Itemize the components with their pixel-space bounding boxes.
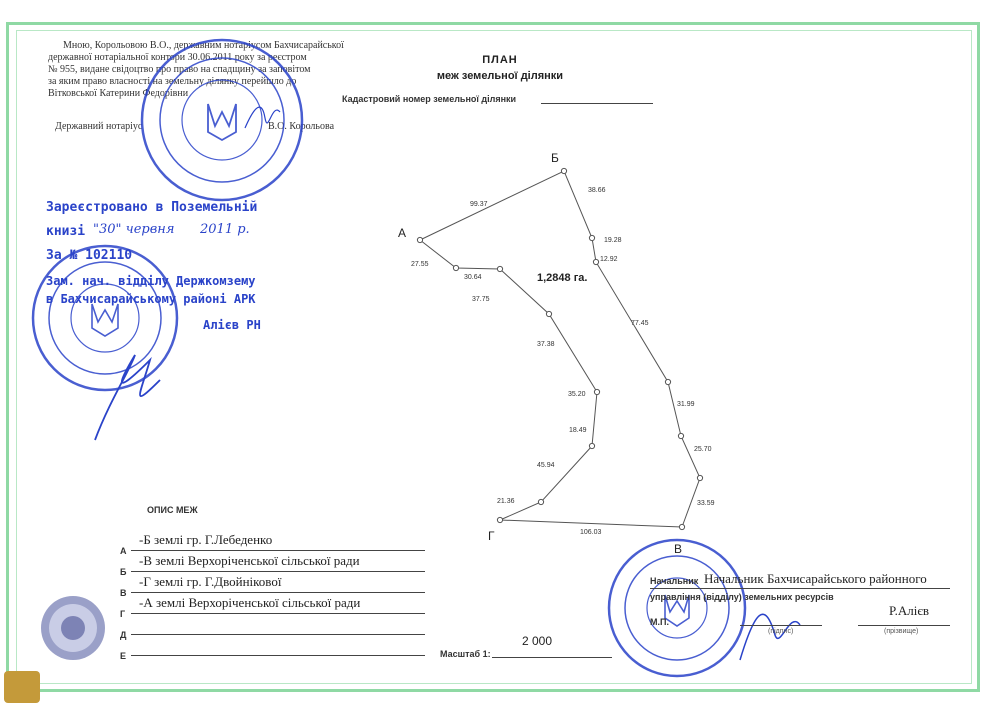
vertex-label-v: В — [674, 542, 683, 556]
boundary-row-letter: Е — [120, 651, 127, 661]
boundary-point — [589, 443, 594, 448]
boundary-row-line — [131, 613, 425, 614]
segment-length: 33.59 — [697, 500, 715, 507]
boundary-row-text: -А землі Верхоріченської сільської ради — [139, 595, 361, 610]
notary-note-line-1: Мною, Корольовою В.О., державним нотаріусом Бахчисарайської — [63, 40, 344, 51]
boundary-description-title: ОПИС МЕЖ — [147, 505, 198, 515]
boundary-row-line — [131, 655, 425, 656]
scale-value: 2 000 — [522, 634, 553, 648]
segment-length: 99.37 — [470, 201, 488, 208]
boundary-row-letter: В — [120, 588, 127, 598]
boundary-point — [593, 259, 598, 264]
official-mp: М.П. — [650, 617, 669, 627]
registration-line-5: в Бахчисарайському районі АРК — [46, 292, 256, 306]
plan-subtitle: меж земельної ділянки — [436, 70, 564, 82]
segment-length: 21.36 — [497, 498, 515, 505]
segment-length: 37.75 — [472, 296, 490, 303]
boundary-row-letter: Б — [120, 567, 127, 577]
boundary-points — [417, 168, 702, 529]
segment-length: 37.38 — [537, 341, 555, 348]
boundary-point — [678, 433, 683, 438]
segment-length: 38.66 — [588, 187, 606, 194]
boundary-row-letter: Д — [120, 630, 127, 640]
registration-date-handwritten: "30" червня — [93, 222, 175, 237]
registration-line-3: За № 102110 — [46, 248, 133, 263]
name-caption: (прізвище) — [884, 628, 919, 635]
parcel-boundary — [420, 171, 700, 527]
notary-note-line-4: за яким право власності на земельну ділянку перейшло до — [48, 76, 297, 87]
signature-caption: (підпис) — [768, 628, 794, 635]
notary-note-line-5: Вітковської Катерини Федорівни — [48, 88, 189, 99]
boundary-row-line — [131, 571, 425, 572]
segment-length: 45.94 — [537, 462, 555, 469]
boundary-point — [538, 499, 543, 504]
boundary-row-line — [131, 592, 425, 593]
registration-line-6: Алієв РН — [203, 318, 261, 332]
segment-length-labels — [411, 187, 715, 536]
segment-length: 30.64 — [464, 274, 482, 281]
boundary-point — [497, 266, 502, 271]
segment-length: 19.28 — [604, 237, 622, 244]
notary-note-line-2: державної нотаріальної контори 30.06.2011 року за реєстром — [48, 52, 307, 63]
segment-length: 18.49 — [569, 427, 587, 434]
segment-length: 77.45 — [631, 320, 649, 327]
official-line-1-rule — [650, 588, 950, 589]
registration-line-1: Зареєстровано в Поземельній — [46, 200, 258, 215]
segment-length: 106.03 — [580, 529, 602, 536]
registration-year-handwritten: 2011 р. — [200, 222, 250, 237]
parcel-area: 1,2848 га. — [537, 272, 588, 284]
notary-signature-label: Державний нотаріус — [55, 121, 143, 132]
boundary-row-letter: Г — [120, 609, 126, 619]
vertex-label-g: Г — [488, 529, 495, 543]
boundary-point — [594, 389, 599, 394]
vertex-label-a: А — [398, 226, 407, 240]
cadastral-number-label: Кадастровий номер земельної ділянки — [342, 94, 517, 104]
segment-length: 12.92 — [600, 256, 618, 263]
official-title-line-2: управління (відділу) земельних ресурсів — [650, 592, 834, 602]
boundary-row-text: -В землі Верхоріченської сільської ради — [139, 553, 360, 568]
boundary-point — [417, 237, 422, 242]
boundary-point — [665, 379, 670, 384]
scale-label: Масштаб 1: — [440, 649, 491, 659]
boundary-row-letter: А — [120, 546, 127, 556]
registration-line-4: Зам. нач. відділу Держкомзему — [46, 274, 256, 288]
official-title-prefix: Начальник — [650, 576, 699, 586]
name-rule — [858, 625, 950, 626]
segment-length: 27.55 — [411, 261, 429, 268]
boundary-row-line — [131, 634, 425, 635]
boundary-row-text: -Б землі гр. Г.Лебеденко — [139, 532, 273, 547]
official-name: Р.Алієв — [889, 603, 930, 618]
boundary-row-text: -Г землі гр. Г.Двойнікової — [139, 574, 282, 589]
notary-note-line-3: № 955, видане свідоцтво про право на спадщину за заповітом — [48, 64, 311, 75]
segment-length: 35.20 — [568, 391, 586, 398]
vertex-label-b: Б — [551, 151, 559, 165]
corner-logo — [4, 671, 40, 703]
boundary-point — [453, 265, 458, 270]
boundary-point — [697, 475, 702, 480]
boundary-row-line — [131, 550, 425, 551]
segment-length: 31.99 — [677, 401, 695, 408]
official-title-line-1: Начальник Бахчисарайського районного — [704, 571, 927, 586]
boundary-point — [497, 517, 502, 522]
plan-title: ПЛАН — [482, 54, 518, 66]
notary-signature-name: В.О. Корольова — [268, 121, 335, 132]
scale-line — [492, 657, 612, 658]
boundary-point — [561, 168, 566, 173]
registration-line-2-prefix: книзі — [46, 224, 86, 239]
boundary-point — [679, 524, 684, 529]
boundary-point — [546, 311, 551, 316]
boundary-point — [589, 235, 594, 240]
signature-rule — [740, 625, 822, 626]
segment-length: 25.70 — [694, 446, 712, 453]
